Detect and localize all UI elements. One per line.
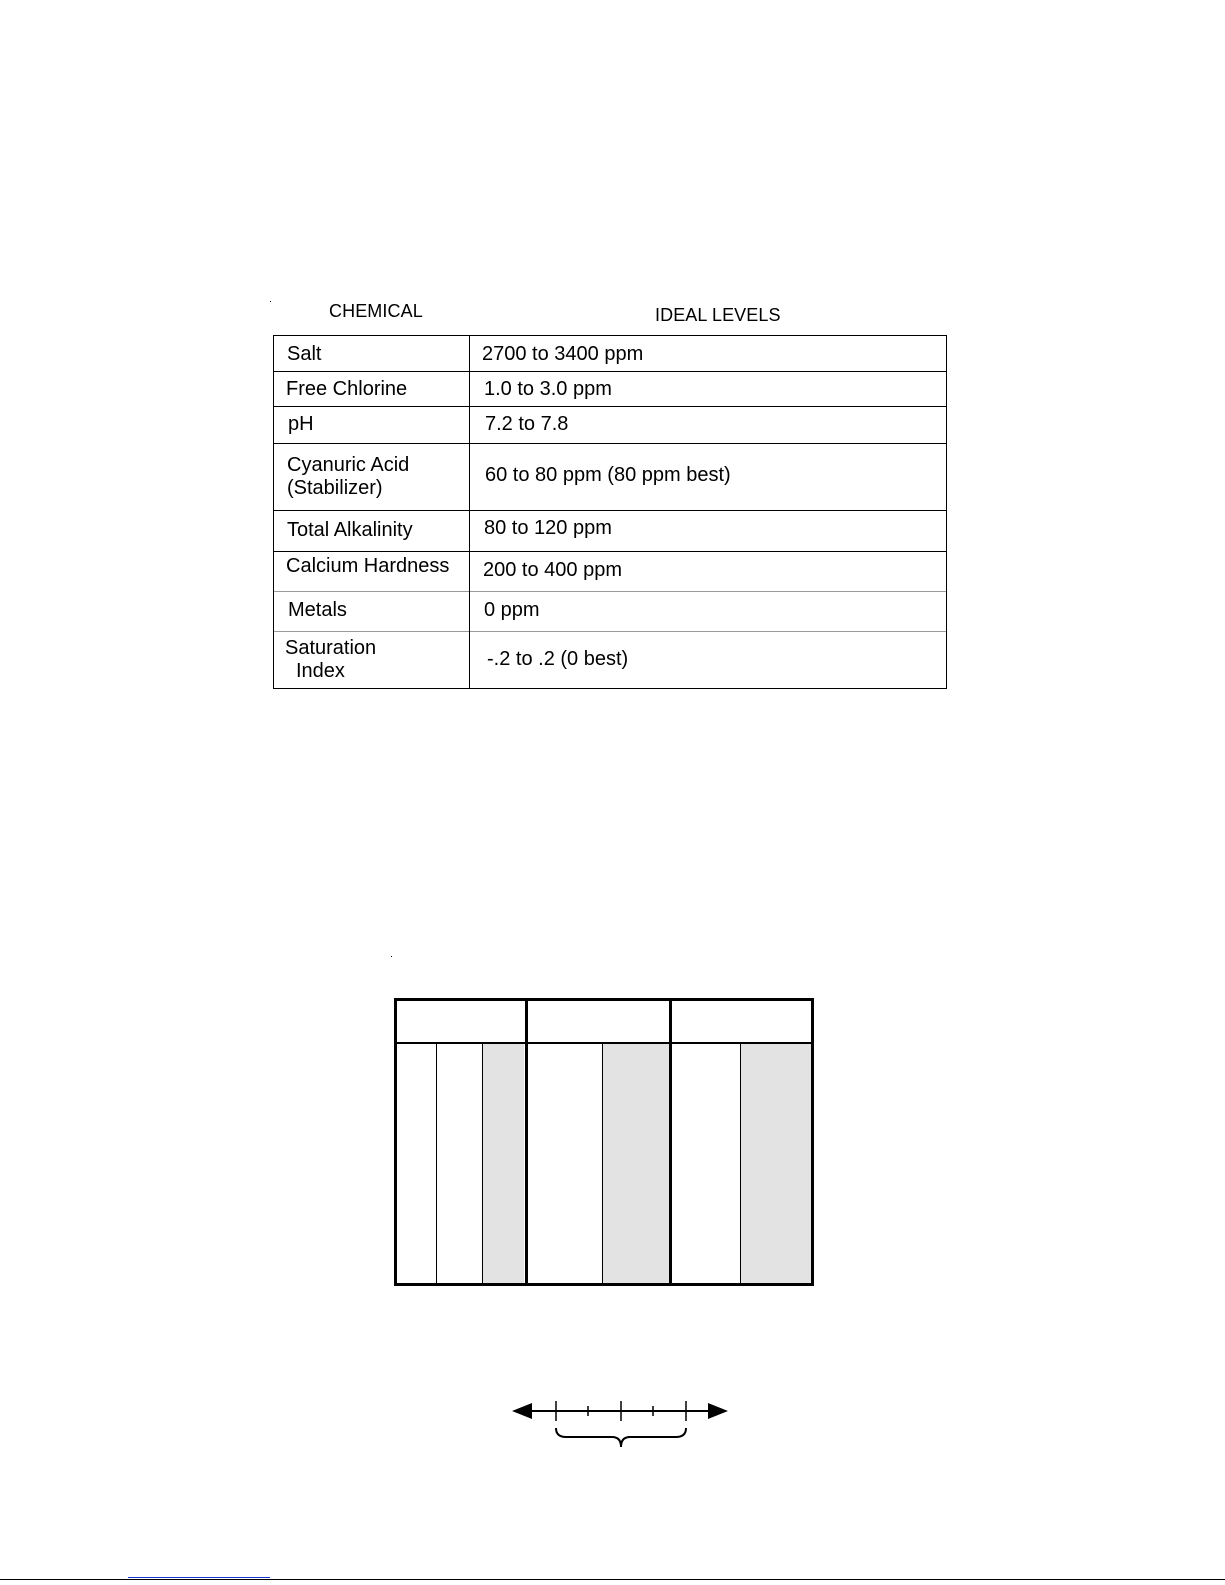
table-row-ph-chemical: pH	[288, 413, 314, 435]
header-chemical: CHEMICAL	[329, 301, 423, 321]
table-row-salt-level: 2700 to 3400 ppm	[482, 343, 644, 365]
number-line-arrow-icon	[510, 1395, 740, 1455]
empty-grid-table	[394, 998, 814, 1286]
table-row-free-chlorine-chemical: Free Chlorine	[286, 378, 408, 400]
table-row-cyanuric-acid-level: 60 to 80 ppm (80 ppm best)	[485, 464, 731, 486]
table-row-metals-level: 0 ppm	[484, 599, 540, 621]
table-row-calcium-hardness-chemical: Calcium Hardness	[286, 555, 450, 577]
table-row-saturation-index-chemical: Saturation Index	[285, 637, 377, 682]
table-row-calcium-hardness-level: 200 to 400 ppm	[483, 559, 622, 581]
table-row-free-chlorine-level: 1.0 to 3.0 ppm	[484, 378, 612, 400]
table-row-ph-level: 7.2 to 7.8	[485, 413, 569, 435]
table-row-cyanuric-acid-chemical: Cyanuric Acid (Stabilizer)	[287, 454, 410, 499]
stray-mark	[270, 301, 271, 302]
table-row-saturation-index-level: -.2 to .2 (0 best)	[487, 648, 629, 670]
header-ideal-levels: IDEAL LEVELS	[655, 305, 781, 325]
table-row-salt-chemical: Salt	[287, 343, 322, 365]
stray-mark	[391, 956, 392, 957]
table-row-metals-chemical: Metals	[288, 599, 347, 621]
footer-rule	[0, 1579, 1225, 1580]
table-row-total-alkalinity-level: 80 to 120 ppm	[484, 517, 612, 539]
footer-link-rule	[128, 1577, 270, 1578]
curly-brace-icon	[556, 1428, 686, 1447]
table-row-total-alkalinity-chemical: Total Alkalinity	[287, 519, 413, 541]
